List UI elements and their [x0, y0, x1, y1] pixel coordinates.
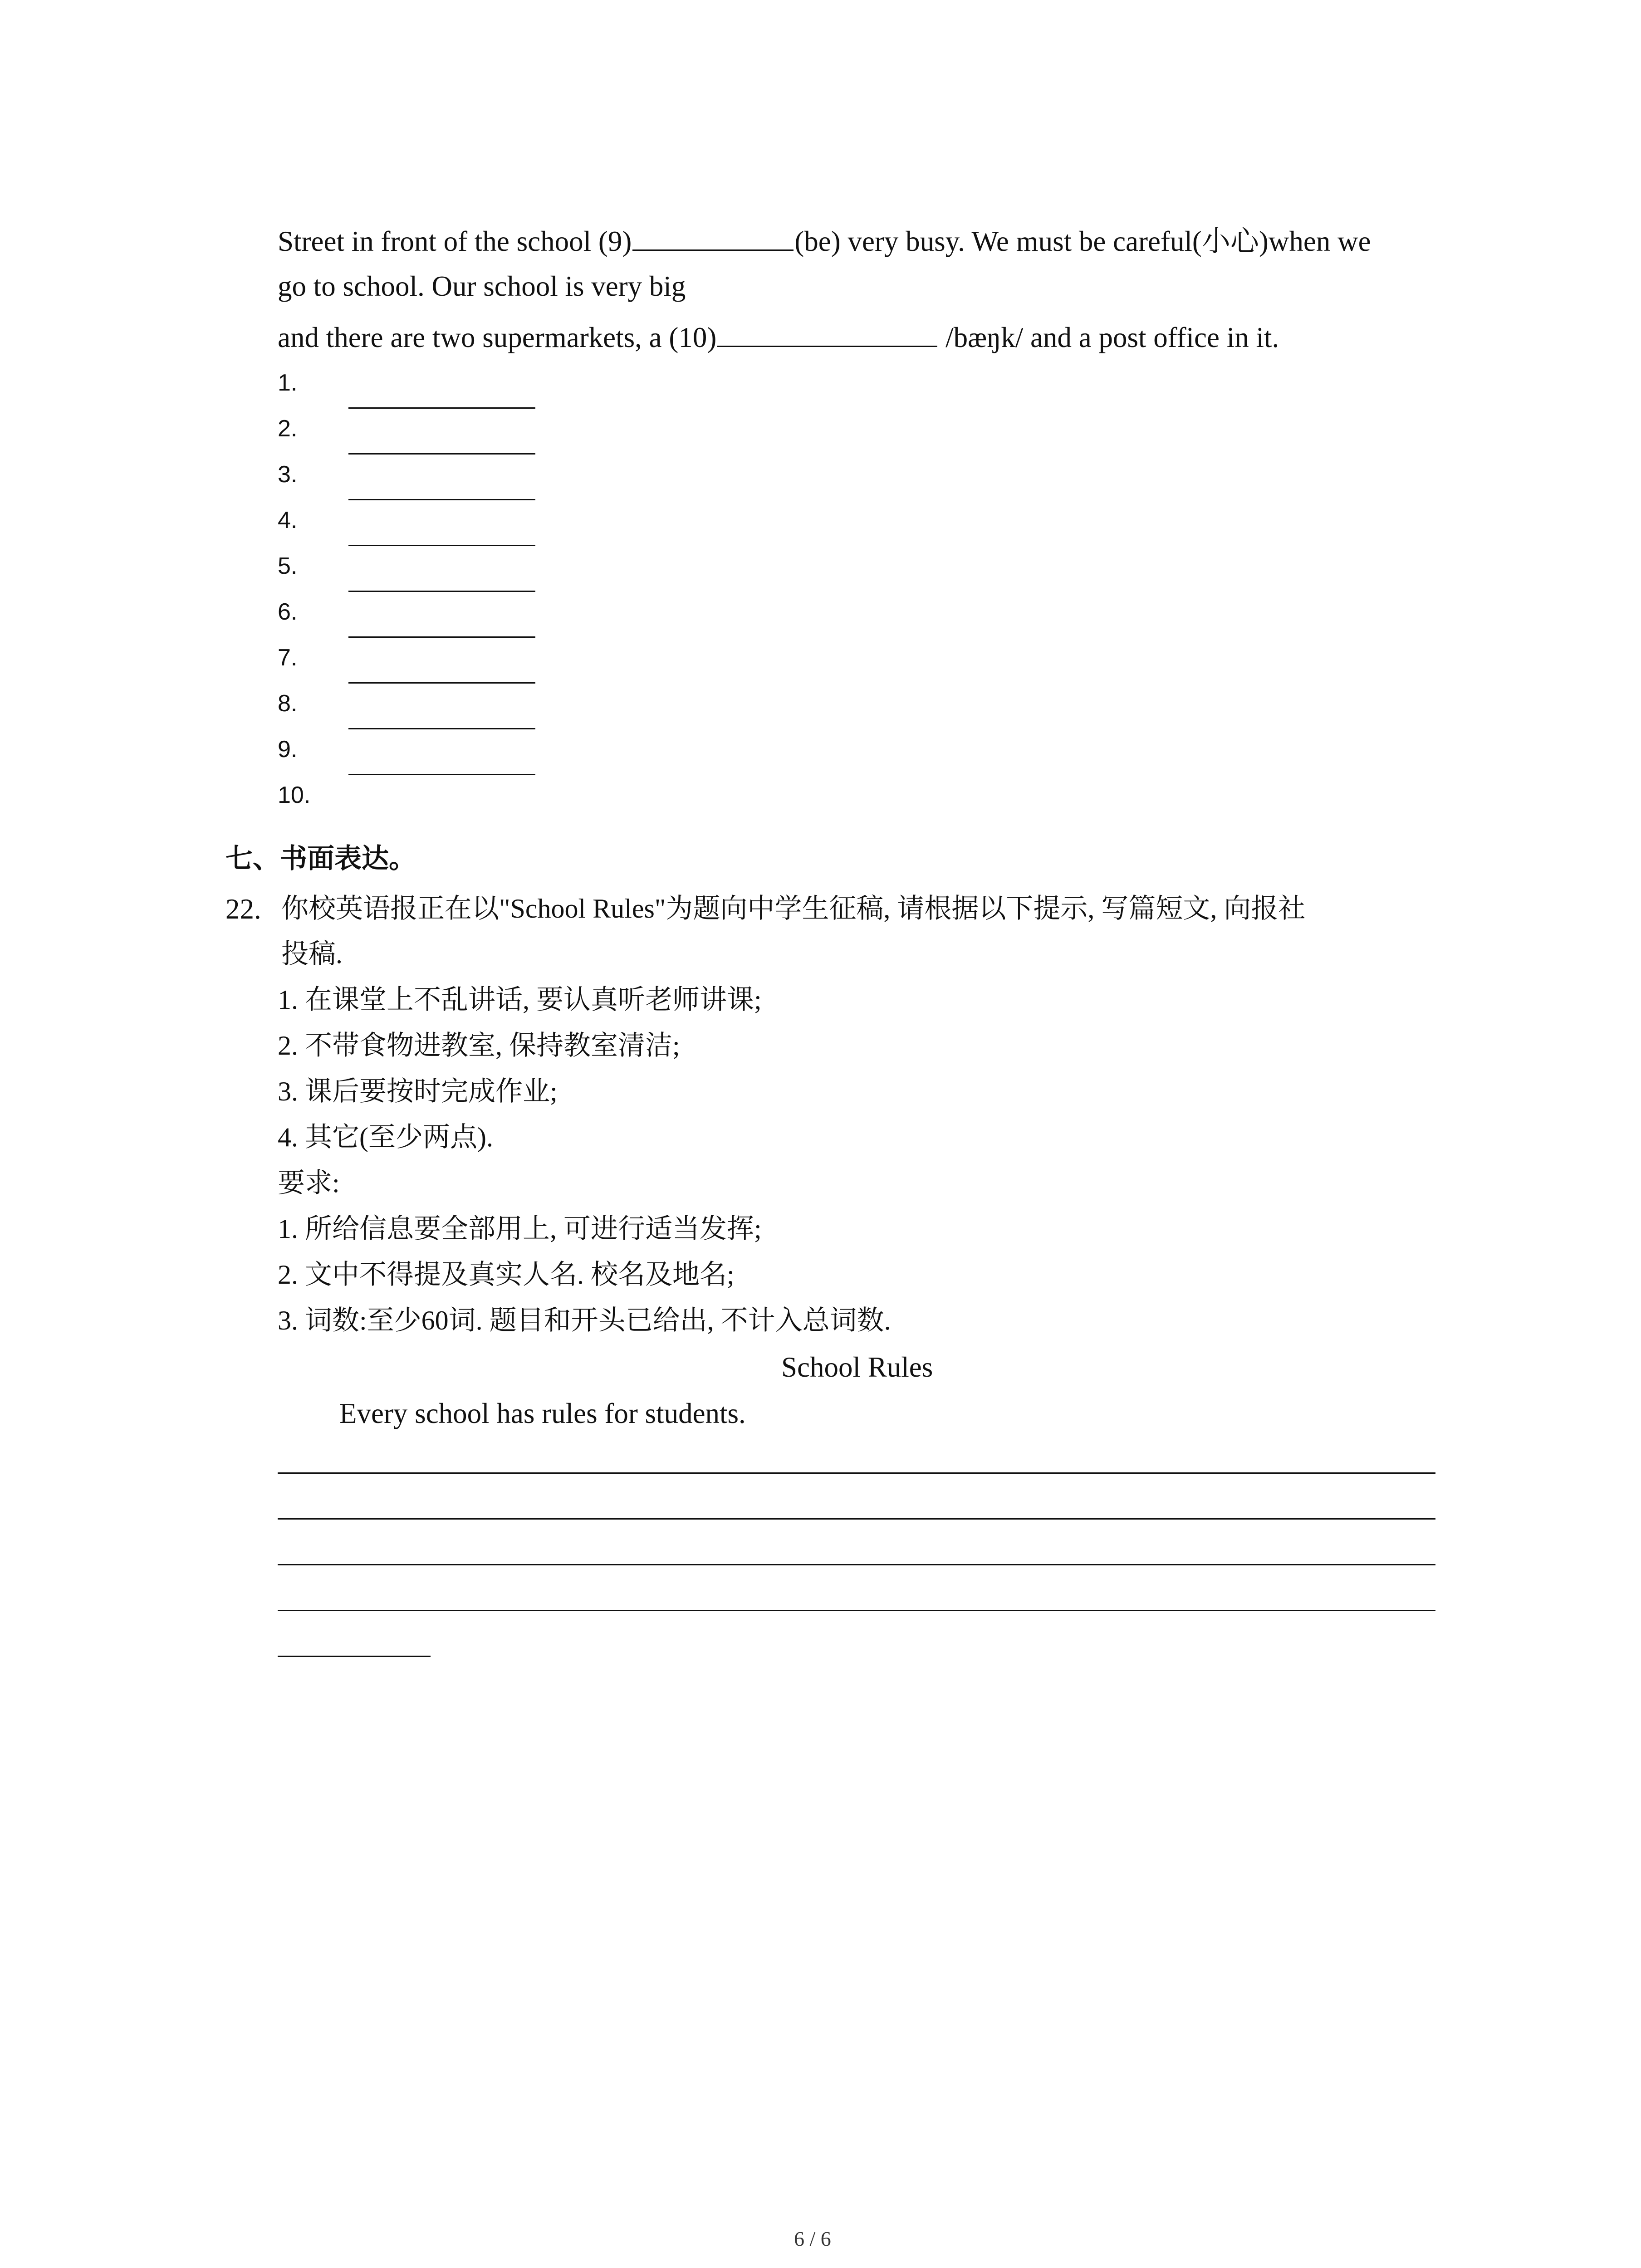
requirement-item: 2. 文中不得提及真实人名. 校名及地名; — [278, 1260, 735, 1290]
answer-number: 4. — [278, 507, 298, 533]
passage-line-3 — [278, 322, 1279, 352]
blank-9[interactable] — [632, 226, 794, 251]
writing-line[interactable] — [278, 1656, 431, 1657]
hint-item: 3. 课后要按时完成作业; — [278, 1076, 558, 1106]
answer-blank-7[interactable] — [348, 682, 535, 684]
writing-line[interactable] — [278, 1518, 1435, 1520]
answer-blank-4[interactable] — [348, 545, 535, 546]
question-prompt-line-2: 投稿. — [281, 939, 343, 969]
answer-blank-6[interactable] — [348, 636, 535, 638]
answer-blank-8[interactable] — [348, 728, 535, 729]
requirement-item: 3. 词数:至少60词. 题目和开头已给出, 不计入总词数. — [278, 1305, 891, 1335]
passage-line-1 — [278, 226, 1371, 256]
hint-item: 4. 其它(至少两点). — [278, 1122, 493, 1152]
answer-number: 1. — [278, 370, 298, 396]
essay-title: School Rules — [781, 1351, 933, 1383]
answer-blank-1[interactable] — [348, 407, 535, 409]
writing-line[interactable] — [278, 1610, 1435, 1611]
hint-item: 1. 在课堂上不乱讲话, 要认真听老师讲课; — [278, 985, 762, 1015]
answer-number: 9. — [278, 736, 298, 763]
passage-line-1-end: (be) very busy. We must be careful(小心)when we — [794, 225, 1371, 257]
blank-10[interactable] — [717, 322, 937, 347]
answer-number: 10. — [278, 782, 311, 808]
answer-number: 8. — [278, 690, 298, 717]
writing-line[interactable] — [278, 1472, 1435, 1474]
answer-blank-5[interactable] — [348, 591, 535, 592]
passage-line-1-start: Street in front of the school (9) — [278, 225, 632, 257]
answer-number: 7. — [278, 645, 298, 671]
answer-number: 3. — [278, 461, 298, 488]
hint-item: 2. 不带食物进教室, 保持教室清洁; — [278, 1031, 680, 1061]
requirement-item: 1. 所给信息要全部用上, 可进行适当发挥; — [278, 1214, 762, 1244]
question-prompt-line-1: 你校英语报正在以"School Rules"为题向中学生征稿, 请根据以下提示, 写篇短文, 向报社 — [281, 894, 1306, 924]
page-number: 6 / 6 — [794, 2227, 831, 2250]
answer-blank-2[interactable] — [348, 453, 535, 455]
requirements-label: 要求: — [278, 1168, 340, 1198]
answer-blank-9[interactable] — [348, 774, 535, 775]
passage-line-2: go to school. Our school is very big — [278, 270, 686, 302]
answer-number: 6. — [278, 599, 298, 625]
essay-opening: Every school has rules for students. — [339, 1398, 746, 1429]
section-heading: 七、书面表达。 — [225, 843, 416, 875]
question-number: 22. — [225, 893, 261, 925]
answer-number: 5. — [278, 553, 298, 579]
answer-blank-3[interactable] — [348, 499, 535, 500]
passage-line-3-end: /bæŋk/ and a post office in it. — [938, 322, 1279, 353]
answer-number: 2. — [278, 415, 298, 442]
passage-line-3-start: and there are two supermarkets, a (10) — [278, 322, 717, 353]
writing-line[interactable] — [278, 1564, 1435, 1565]
